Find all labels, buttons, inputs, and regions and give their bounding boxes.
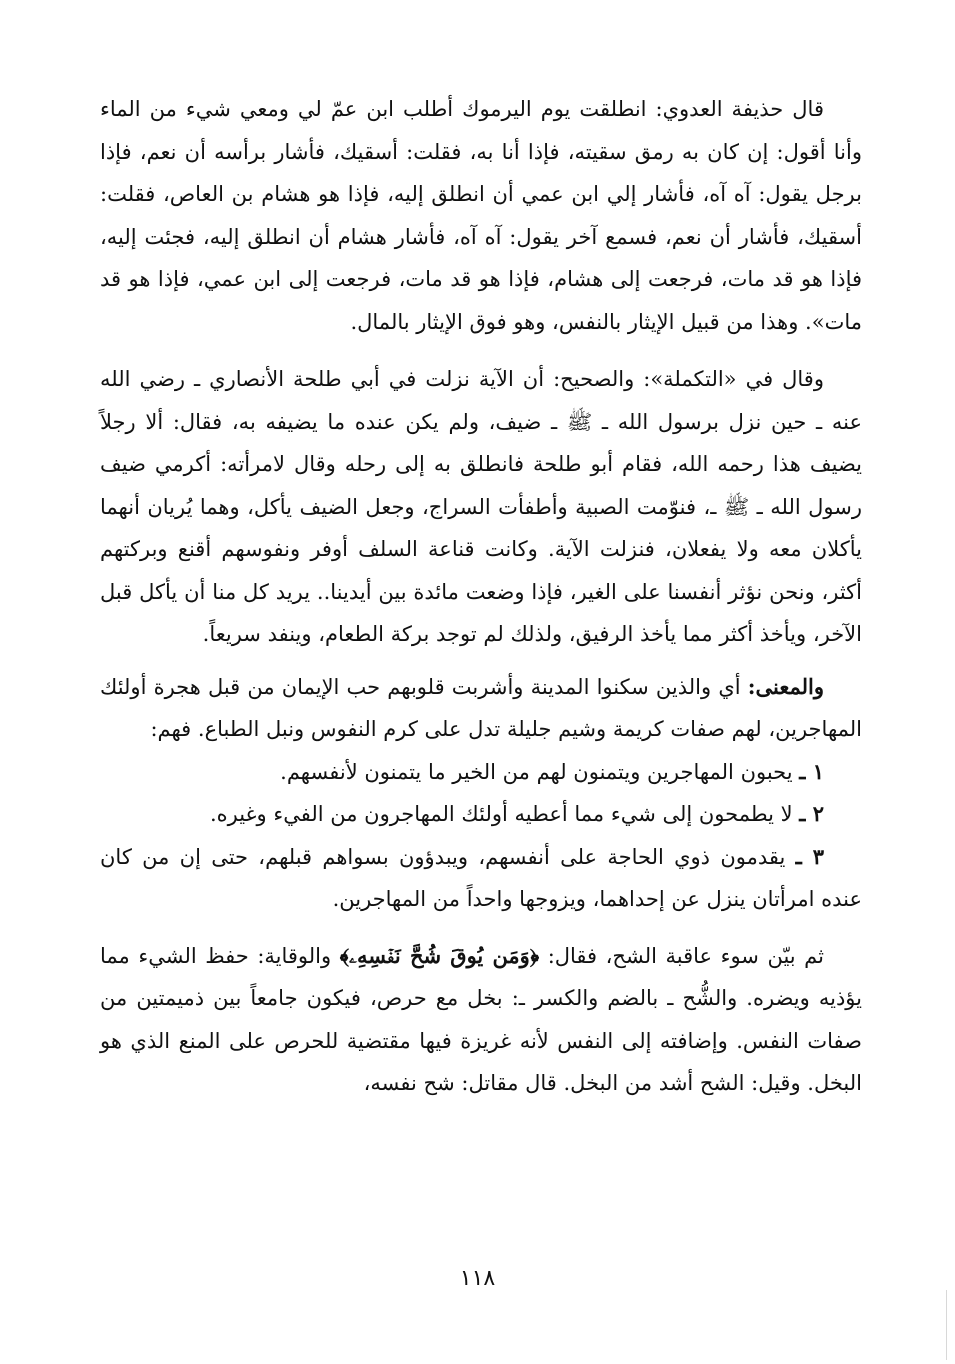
list-item-2 <box>100 793 862 836</box>
quran-verse: ﴿وَمَن يُوقَ شُحَّ نَفۡسِهِۦ﴾ <box>339 942 540 968</box>
list-number: ١ ـ <box>799 758 824 784</box>
list-text: يحبون المهاجرين ويتمنون لهم من الخير ما يتمنون لأنفسهم. <box>280 759 800 784</box>
paragraph-hudhayfa: قال حذيفة العدوي: انطلقت يوم اليرموك أطلب ابن عمّ لي ومعي شيء من الماء وأنا أقول: إن كان به رمق سقيته، فإذا أنا به، فقلت: أسقيك، فأشار برأسه أن نعم، فإذا برجل يقول: آه آه، فأشار إلي ابن عمي أن انطلق إليه، فإذا هو هشام بن العاص، فقلت: أسقيك، فأشار أن نعم، فسمع آخر يقول: آه آه، فأشار هشام أن انطلق إليه، فجئت إليه، فإذا هو قد مات، فرجعت إلى هشام، فإذا هو قد مات، فرجعت إلى ابن عمي، فإذا هو قد مات». وهذا من قبيل الإيثار بالنفس، وهو فوق الإيثار بالمال. <box>100 97 862 334</box>
closing-before: ثم بيّن سوء عاقبة الشح، فقال: <box>539 943 824 968</box>
list-text: لا يطمحون إلى شيء مما أعطيه أولئك المهاجرون من الفيء وغيره. <box>209 802 800 826</box>
paragraph-closing <box>100 935 862 1105</box>
meaning-text: أي والذين سكنوا المدينة وأشربت قلوبهم حب الإيمان من قبل هجرة أولئك المهاجرين، لهم صفات كريمة وشيم جليلة تدل على كرم النفوس ونبل الطباع. فهم: <box>100 674 862 741</box>
paragraph-takmila: وقال في «التكملة»: والصحيح: أن الآية نزلت في أبي طلحة الأنصاري ـ رضي الله عنه ـ حين نزل برسول الله ـ ﷺ ـ ضيف، ولم يكن عنده ما يضيفه به، فقال: ألا رجلاً يضيف هذا رحمه الله، فقام أبو طلحة فانطلق به إلى رحله وقال لامرأته: أكرمي ضيف رسول الله ـ ﷺ ـ، فنوّمت الصبية وأطفأت السراج، وجعل الضيف يأكل، وهما يُريان أنهما يأكلان معه ولا يفعلان، فنزلت الآية. وكانت قناعة السلف أوفر ونفوسهم أقنع وبركتهم أكثر، ونحن نؤثر أنفسنا على الغير، فإذا وضعت مائدة بين أيدينا.. يريد كل منا أن يأكل قبل الآخر، ويأخذ أكثر مما يأخذ الرفيق، ولذلك لم توجد بركة الطعام، وينفد سريعاً. <box>100 367 862 646</box>
list-number: ٣ ـ <box>795 843 824 869</box>
scan-edge-line <box>946 1290 947 1360</box>
closing-after: والوقاية: حفظ الشيء مما يؤذيه ويضره. والشُّح ـ بالضم والكسر ـ: بخل مع حرص، فيكون جامعاً بين ذميمتين من صفات النفس. وإضافته إلى النفس لأنه غريزة فيها مقتضية للحرص على المنع الذي هو البخل. وقيل: الشح أشد من البخل. قال مقاتل: شح نفسه، <box>100 943 862 1095</box>
page-number: ١١٨ <box>459 1266 496 1291</box>
list-item-3 <box>100 836 862 921</box>
list-item-1 <box>100 751 862 794</box>
page-body <box>100 88 862 1105</box>
meaning-label: والمعنى: <box>747 673 824 699</box>
list-number: ٢ ـ <box>799 801 824 826</box>
list-text: يقدمون ذوي الحاجة على أنفسهم، ويبدؤون بسواهم قبلهم، حتى إن من كان عنده امرأتان ينزل عن إحداهما، ويزوجها واحداً من المهاجرين. <box>100 844 862 911</box>
paragraph-meaning <box>100 666 862 751</box>
